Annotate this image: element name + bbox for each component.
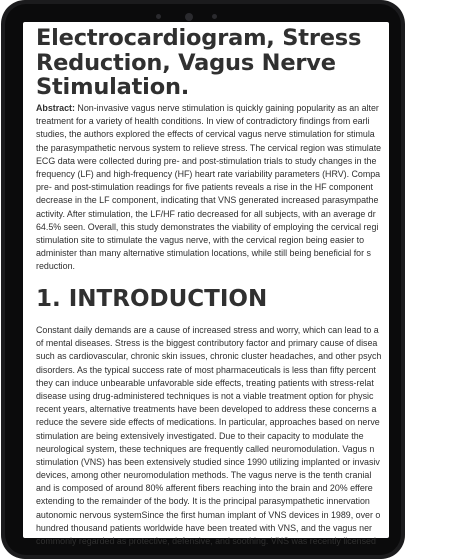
abstract-line: frequency (LF) and high-frequency (HF) heart rate variability parameters (HRV). Compa [36, 168, 381, 179]
body-line: autonomic nervous systemSince the first human implant of VNS devices in 1989, over o [36, 509, 381, 520]
body-line: hundred thousand patients worldwide have been treated with VNS, and the vagus ner [36, 522, 372, 533]
tablet-frame [1, 0, 405, 559]
section-heading: 1. INTRODUCTION [36, 286, 268, 312]
abstract-line: the parasympathetic nervous system to relieve stress. The cervical region was stimulate [36, 142, 382, 153]
abstract-line: ECG data were collected during pre- and post-stimulation trials to study changes in the [36, 155, 377, 166]
sensor-icon [156, 14, 161, 19]
body-line: devices, among other neuromodulation methods. The vagus nerve is the tenth cranial [36, 470, 372, 481]
abstract-line: decrease in the LF component, indicating that VNS generated increased parasympathe [36, 195, 379, 206]
camera-icon [185, 13, 193, 21]
body-line: stimulation (VNS) has been extensively studied since 1990 utilizing implanted or invasiv [36, 456, 380, 467]
body-line: such as cardiovascular, chronic skin issues, chronic cluster headaches, and other psych [36, 351, 382, 362]
body-line: extending to the remainder of the body. It is the principal parasympathetic innervation [36, 496, 370, 507]
body-line: they can induce unbearable unfavorable side effects, treating patients with stress-relat [36, 377, 374, 388]
reader-screen[interactable] [23, 22, 389, 546]
body-line: commonly regarded as protective, defensive, and soothing. VNS was recently licensed [36, 536, 376, 546]
abstract-line: pre- and post-stimulation readings for five patients reveals a rise in the HF component [36, 182, 373, 193]
body-line: reduce the severe side effects of medications. In particular, approaches based on nerve [36, 417, 380, 428]
body-line: recent years, alternative treatments have been developed to address these concerns a [36, 404, 377, 415]
body-line: stimulation are being extensively investigated. Due to their capacity to modulate the [36, 430, 364, 441]
body-line: and is composed of around 80% afferent fibers reaching into the brain and 20% effere [36, 483, 373, 494]
abstract-line: Abstract: Non-invasive vagus nerve stimulation is quickly gaining popularity as an alter [36, 103, 379, 113]
abstract-line: studies, the authors explored the effects of cervical vagus nerve stimulation for stimula [36, 129, 375, 140]
abstract-line: administer than many alternative stimulation locations, while still being beneficial for s [36, 248, 371, 259]
body-line: neurological system, these techniques are frequently called neuromodulation. Vagus n [36, 443, 375, 454]
body-line: disorders. As the typical success rate of most pharmaceuticals is less than fifty percent [36, 364, 376, 375]
abstract-line: stimulation site to stimulate the vagus nerve, with the cervical region being easier to [36, 234, 365, 245]
abstract-line: activity. After stimulation, the LF/HF ratio decreased for all subjects, with an average dr [36, 208, 376, 219]
abstract-line: treatment for a variety of health conditions. In view of contradictory findings from earli [36, 116, 370, 127]
body-line: Constant daily demands are a cause of increased stress and worry, which can lead to a [36, 325, 379, 335]
body-line: of mental diseases. Stress is the biggest contributory factor and primary cause of disea [36, 338, 378, 349]
abstract-label: Abstract: [36, 103, 75, 113]
abstract-paragraph [36, 102, 456, 273]
sensor-icon [212, 14, 217, 19]
abstract-line: reduction. [36, 261, 75, 272]
introduction-paragraph [36, 324, 456, 548]
document-title: Electrocardiogram, Stress Reduction, Vagus Nerve Stimulation. [36, 25, 362, 100]
abstract-line: 64.5% seen. Overall, this study demonstrates the viability of employing the cervical regi [36, 221, 379, 232]
body-line: disease using drug-administered techniques is not a viable treatment option for physic [36, 390, 374, 401]
